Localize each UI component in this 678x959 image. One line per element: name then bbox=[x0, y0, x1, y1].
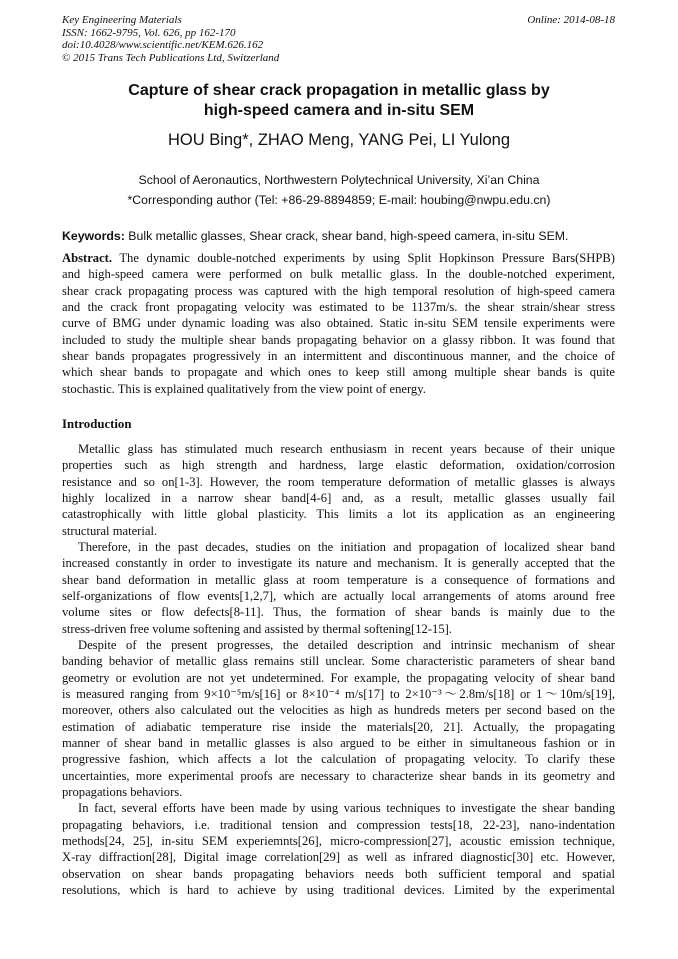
paragraph-line: X-ray diffraction[28], Digital image correlation[29] as well as infrared diagnostic[30] etc. However, bbox=[62, 850, 615, 865]
abstract-line bbox=[62, 348, 615, 364]
abstract-line bbox=[62, 315, 615, 331]
paragraph-line: moreover, others also calculated out the velocities as high as hundreds meters per second based on the bbox=[62, 703, 615, 718]
keywords-text: Bulk metallic glasses, Shear crack, shear band, high-speed camera, in-situ SEM. bbox=[124, 229, 569, 243]
abstract-label: Abstract. bbox=[62, 251, 113, 265]
paragraph-line: estimation of adiabatic temperature rise inside the materials[20, 21]. Actually, the propagating bbox=[62, 719, 615, 734]
paragraph-line: propagations behaviors. bbox=[62, 784, 183, 799]
introduction-body bbox=[62, 441, 615, 898]
paragraph-line: self-organizations of flow events[1,2,7], which are actually local arrangements of atoms around free bbox=[62, 588, 615, 603]
paragraph-line: highly localized in a narrow shear band[4-6] and, as a result, metallic glasses usually fail bbox=[62, 490, 615, 505]
title-line-2: high-speed camera and in-situ SEM bbox=[203, 102, 475, 119]
online-date: Online: 2014-08-18 bbox=[527, 14, 615, 26]
paragraph bbox=[62, 441, 615, 539]
paragraph-line: stress-driven free volume softening and assisted by thermal softening[12-15]. bbox=[62, 621, 452, 636]
authors: HOU Bing*, ZHAO Meng, YANG Pei, LI Yulong bbox=[167, 131, 511, 149]
paragraph-line: banding behavior of metallic glass remains still unclear. Some characteristic parameters of shear band bbox=[62, 654, 615, 669]
abstract-line bbox=[62, 299, 615, 315]
paragraph-line: Despite of the present progresses, the detailed description and intrinsic mechanism of shear bbox=[78, 637, 615, 652]
paper-title bbox=[0, 81, 678, 121]
paragraph-line: Metallic glass has stimulated much research enthusiasm in recent years because of their unique bbox=[78, 442, 615, 456]
abstract-line bbox=[62, 283, 615, 299]
issn: ISSN: 1662-9795, Vol. 626, pp 162-170 bbox=[62, 26, 236, 39]
paragraph-line: propagating behaviors, i.e. traditional tension and compression tests[18, 22-23], nano-indentation bbox=[62, 817, 615, 832]
abstract-line bbox=[62, 266, 615, 282]
abstract bbox=[62, 250, 615, 397]
paragraph bbox=[62, 539, 615, 637]
section-heading-introduction: Introduction bbox=[62, 417, 132, 431]
abstract-line-text: The dynamic double-notched experiments by using Split Hopkinson Pressure Bars(SHPB) bbox=[112, 251, 615, 265]
abstract-line bbox=[62, 364, 615, 380]
abstract-line-text: stochastic. This is explained qualitatively from the view point of energy. bbox=[62, 381, 426, 396]
abstract-line bbox=[62, 250, 615, 266]
paragraph-line: resistance and so on[1-3]. However, the room temperature deformation of metallic glasses is always bbox=[62, 474, 615, 489]
copyright: © 2015 Trans Tech Publications Ltd, Switzerland bbox=[62, 51, 280, 64]
abstract-line bbox=[62, 381, 615, 397]
paragraph-line: In fact, several efforts have been made by using various techniques to investigate the shear banding bbox=[78, 801, 615, 816]
paragraph-line: geometry or evolution are not yet undetermined. For example, the propagating velocity of shear band bbox=[62, 670, 615, 685]
paragraph-line: properties such as high strength and hardness, large elastic deformation, oxidation/corrosion bbox=[62, 458, 615, 473]
paragraph-line: progressive fashion, which affects a lot the calculation of propagating velocity. To clarify these bbox=[62, 752, 615, 767]
paragraph-line: manner of shear band in metallic glasses is also argued to be either in simultaneous fashion or in bbox=[62, 735, 615, 750]
abstract-line-text: shear bands propagates progressively in an intermittent and discontinuous manner, and the choice of bbox=[62, 348, 615, 363]
abstract-line-text: curve of BMG under dynamic loading was also obtained. Static in-situ SEM tensile experiments were bbox=[62, 316, 615, 331]
abstract-line bbox=[62, 332, 615, 348]
doi: doi:10.4028/www.scientific.net/KEM.626.162 bbox=[62, 39, 264, 51]
paragraph-line: catastrophically with little global plasticity. This limits a lot its application as an engineering bbox=[62, 507, 615, 522]
abstract-line-text: shear crack propagating process was captured with the high temporal resolution of high-speed camera bbox=[62, 283, 615, 298]
journal-name: Key Engineering Materials bbox=[62, 14, 182, 26]
abstract-line-text: and high-speed camera were performed on bulk metallic glass. In the double-notched experiment, bbox=[62, 267, 615, 282]
paragraph-line: is measured ranging from 9×10⁻⁵m/s[16] or 8×10⁻⁴ m/s[17] to 2×10⁻³～2.8m/s[18] or 1～10m/s[19], bbox=[62, 686, 615, 701]
abstract-line-text: included to study the multiple shear bands propagating behavior on a glassy ribbon. It was found that bbox=[62, 332, 615, 347]
paragraph-line: Therefore, in the past decades, studies on the initiation and propagation of localized shear band bbox=[78, 539, 615, 554]
paragraph-line: shear band deformation in metallic glass at room temperature is a consequence of formations and bbox=[62, 572, 615, 587]
abstract-line-text: and the crack front propagating velocity was estimated to be 1137m/s. the shear strain/shear stress bbox=[62, 299, 615, 314]
paragraph-line: uncertainties, more experimental proofs are necessary to characterize shear bands in its geometry and bbox=[62, 768, 615, 783]
paragraph-line: increased constantly in order to investigate its nature and mechanism. It is generally accepted that the bbox=[62, 556, 615, 571]
abstract-line-text: which shear bands to propagate and which ones to keep still among multiple shear bands is quite bbox=[62, 365, 615, 380]
corresponding-author: *Corresponding author (Tel: +86-29-8894859; E-mail: houbing@nwpu.edu.cn) bbox=[127, 193, 551, 207]
paragraph-line: methods[24, 25], in-situ SEM experiemnts[26], micro-compression[27], acoustic emission technique, bbox=[62, 833, 615, 848]
paragraph-line: resolutions, which is hard to achieve by using traditional devices. Limited by the experimental bbox=[62, 882, 615, 897]
paragraph bbox=[62, 637, 615, 800]
paragraph-line: structural material. bbox=[62, 523, 158, 538]
paragraph-line: observation on shear bands propagating behaviors needs both sufficient temporal and spatial bbox=[62, 866, 615, 881]
affiliation: School of Aeronautics, Northwestern Polytechnical University, Xi’an China bbox=[138, 173, 540, 187]
paragraph-line: volume sites or flow defects[8-11]. Thus, the formation of shear bands is mainly due to the bbox=[62, 605, 615, 620]
keywords bbox=[62, 229, 568, 243]
paragraph bbox=[62, 800, 615, 898]
keywords-label: Keywords: bbox=[62, 229, 125, 243]
journal-header bbox=[62, 14, 279, 64]
title-line-1: Capture of shear crack propagation in metallic glass by bbox=[128, 82, 550, 99]
